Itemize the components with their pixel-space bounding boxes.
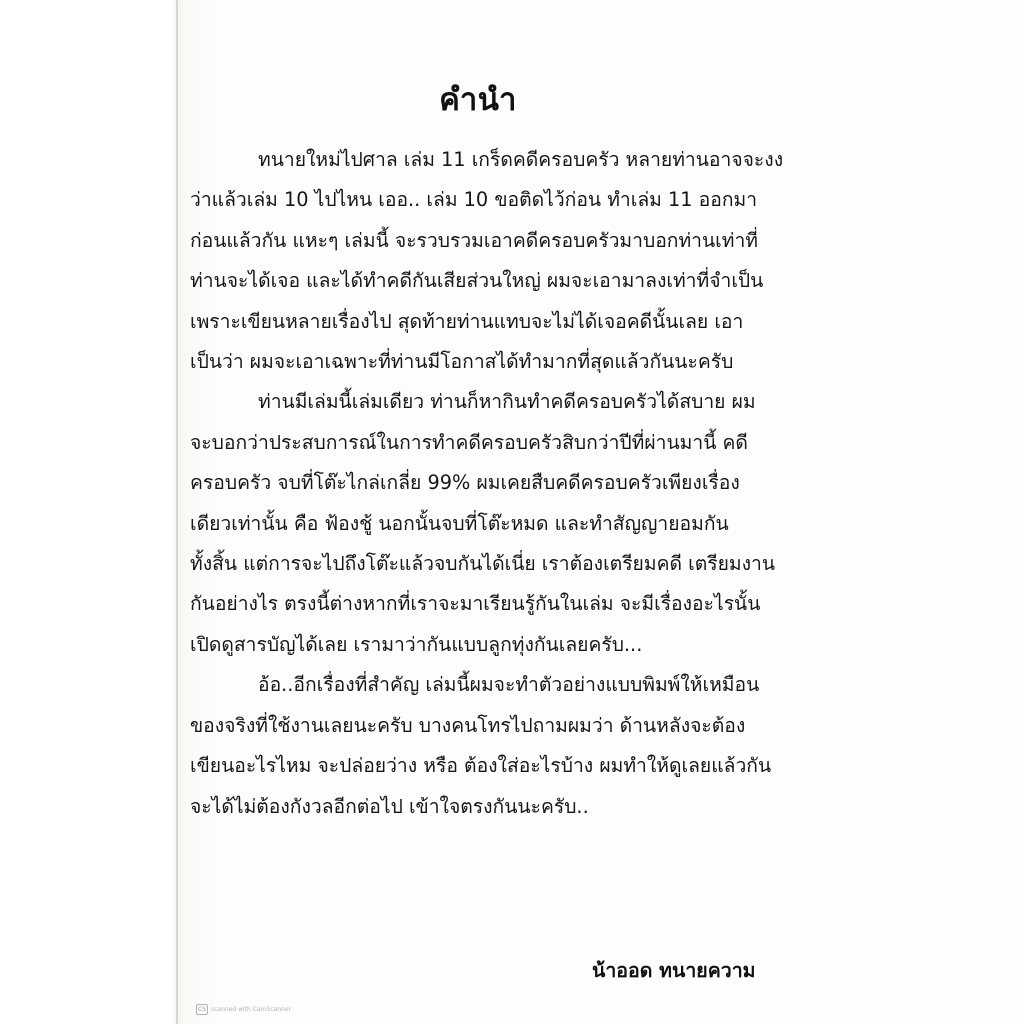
paragraph-1-line-2: ว่าแล้วเล่ม 10 ไปไหน เออ.. เล่ม 10 ขอติดไว้ก่อน ทำเล่ม 11 ออกมา bbox=[190, 188, 758, 212]
paragraph-1-line-6: เป็นว่า ผมจะเอาเฉพาะที่ท่านมีโอกาสได้ทำมากที่สุดแล้วกันนะครับ bbox=[190, 350, 734, 374]
watermark-text: scanned with CamScanner bbox=[211, 1006, 292, 1013]
paragraph-2-line-3: ครอบครัว จบที่โต๊ะไกล่เกลี่ย 99% ผมเคยสืบคดีครอบครัวเพียงเรื่อง bbox=[190, 471, 740, 495]
paragraph-1-line-1: ทนายใหม่ไปศาล เล่ม 11 เกร็ดคดีครอบครัว หลายท่านอาจจะงง bbox=[258, 148, 784, 171]
page-title: คำนำ bbox=[439, 82, 517, 118]
author-signature: น้าออด ทนายความ bbox=[592, 959, 756, 982]
camscanner-logo-icon: CS bbox=[198, 1006, 206, 1013]
paragraph-2-line-7: เปิดดูสารบัญได้เลย เรามาว่ากันแบบลูกทุ่งกันเลยครับ... bbox=[190, 632, 643, 656]
preface-body bbox=[190, 140, 784, 827]
paragraph-2-line-6: กันอย่างไร ตรงนี้ต่างหากที่เราจะมาเรียนรู้กันในเล่ม จะมีเรื่องอะไรนั้น bbox=[190, 592, 761, 616]
paragraph-3-line-1: อ้อ..อีกเรื่องที่สำคัญ เล่มนี้ผมจะทำตัวอย่างแบบพิมพ์ให้เหมือน bbox=[258, 673, 760, 697]
paragraph-2-line-5: ทั้งสิ้น แต่การจะไปถึงโต๊ะแล้วจบกันได้เนี่ย เราต้องเตรียมคดี เตรียมงาน bbox=[190, 552, 776, 576]
paragraph-1-line-4: ท่านจะได้เจอ และได้ทำคดีกันเสียส่วนใหญ่ ผมจะเอามาลงเท่าที่จำเป็น bbox=[190, 269, 764, 293]
paragraph-2-line-2: จะบอกว่าประสบการณ์ในการทำคดีครอบครัวสิบกว่าปีที่ผ่านมานี้ คดี bbox=[190, 430, 748, 454]
paragraph-1-line-3: ก่อนแล้วกัน แหะๆ เล่มนี้ จะรวบรวมเอาคดีครอบครัวมาบอกท่านเท่าที่ bbox=[190, 228, 759, 252]
paragraph-3-line-4: จะได้ไม่ต้องกังวลอีกต่อไป เข้าใจตรงกันนะครับ.. bbox=[190, 794, 589, 818]
scanner-watermark bbox=[196, 1004, 291, 1015]
paragraph-3-line-2: ของจริงที่ใช้งานเลยนะครับ บางคนโทรไปถามผมว่า ด้านหลังจะต้อง bbox=[190, 713, 746, 737]
paragraph-2-line-1: ท่านมีเล่มนี้เล่มเดียว ท่านก็หากินทำคดีครอบครัวได้สบาย ผม bbox=[258, 390, 756, 414]
paragraph-2-line-4: เดียวเท่านั้น คือ ฟ้องชู้ นอกนั้นจบที่โต๊ะหมด และทำสัญญายอมกัน bbox=[190, 511, 729, 535]
paragraph-1-line-5: เพราะเขียนหลายเรื่องไป สุดท้ายท่านแทบจะไม่ได้เจอคดีนั้นเลย เอา bbox=[190, 309, 744, 333]
paragraph-3-line-3: เขียนอะไรไหม จะปล่อยว่าง หรือ ต้องใส่อะไรบ้าง ผมทำให้ดูเลยแล้วกัน bbox=[190, 754, 772, 778]
